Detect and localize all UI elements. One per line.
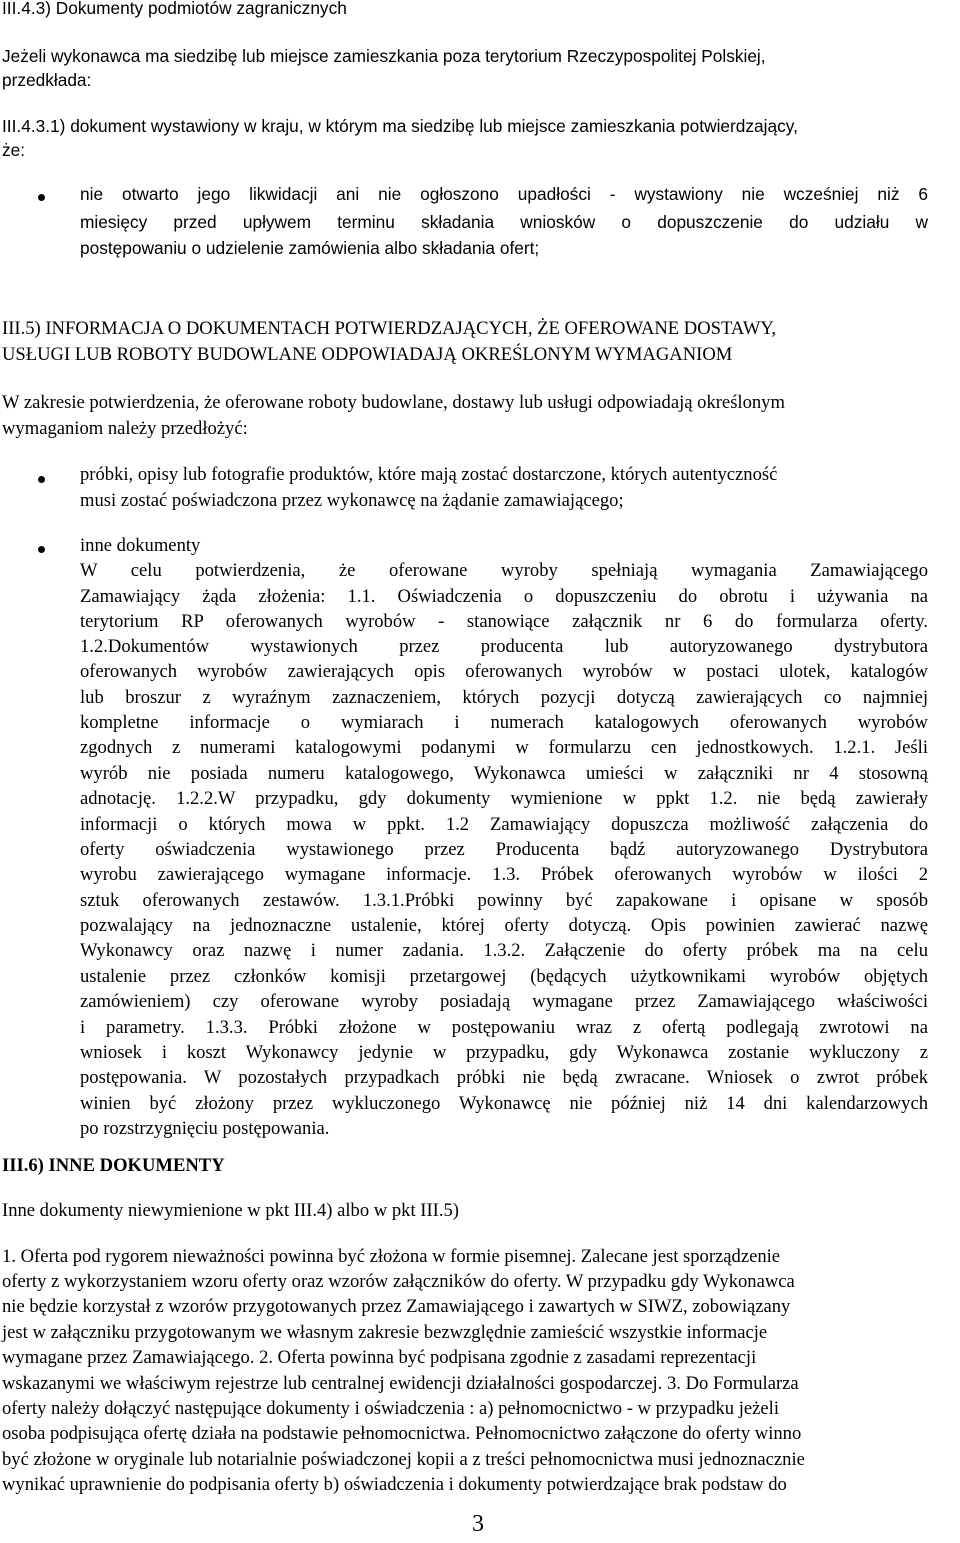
section-35-bullet2-line-24: po rozstrzygnięciu postępowania. — [80, 1118, 330, 1139]
section-35-bullet2-line-17: Wykonawcy oraz nazwę i numer zadania. 1.3.2. Załączenie do oferty próbek ma na celu — [80, 940, 928, 961]
section-35-bullet1-line-1: próbki, opisy lub fotografie produktów, które mają zostać dostarczone, których autentyczność — [80, 464, 778, 485]
section-35-bullet2-line-20: i parametry. 1.3.3. Próbki złożone w postępowaniu wraz z ofertą podlegają zwrotowi na — [80, 1017, 928, 1038]
section-36-body-line-6: wskazanymi we właściwym rejestrze lub centralnej ewidencji działalności gospodarczej. 3. Do Formularza — [2, 1373, 799, 1394]
section-35-heading-line-2: USŁUGI LUB ROBOTY BUDOWLANE ODPOWIADAJĄ OKREŚLONYM WYMAGANIOM — [2, 344, 733, 365]
page-number: 3 — [472, 1511, 484, 1537]
section-343-heading: III.4.3) Dokumenty podmiotów zagranicznych — [2, 0, 347, 18]
section-36-body-line-9: być złożone w oryginale lub notarialnie poświadczonej kopii a z treści pełnomocnictwa musi jednoznacznie — [2, 1449, 805, 1470]
section-343-bullet-line-1: nie otwarto jego likwidacji ani nie ogłoszono upadłości - wystawiony nie wcześniej niż 6 — [80, 184, 928, 204]
bullet-icon — [38, 476, 45, 483]
section-35-bullet2-line-22: postępowania. W pozostałych przypadkach próbki nie będą zwracane. Wniosek o zwrot próbek — [80, 1067, 928, 1088]
section-35-bullet2-line-8: kompletne informacje o wymiarach i numerach katalogowych oferowanych wyrobów — [80, 712, 928, 733]
section-35-bullet2-line-2: W celu potwierdzenia, że oferowane wyroby spełniają wymagania Zamawiającego — [80, 560, 928, 581]
section-36-body-line-7: oferty należy dołączyć następujące dokumenty i oświadczenia : a) pełnomocnictwo - w przypadku jeżeli — [2, 1398, 780, 1419]
section-343-intro-line-1: Jeżeli wykonawca ma siedzibę lub miejsce zamieszkania poza terytorium Rzeczypospolitej Polskiej, — [2, 46, 766, 66]
section-35-bullet2-line-10: wyrób nie posiada numeru katalogowego, Wykonawca umieści w załączniki nr 4 stosowną — [80, 763, 928, 784]
section-35-intro-line-1: W zakresie potwierdzenia, że oferowane roboty budowlane, dostawy lub usługi odpowiadają określonym — [2, 392, 785, 413]
section-35-bullet2-line-19: zamówieniem) czy oferowane wyroby posiadają wymagane przez Zamawiającego właściwości — [80, 991, 928, 1012]
section-36-heading: III.6) INNE DOKUMENTY — [2, 1155, 225, 1176]
section-35-bullet2-line-18: ustalenie przez członków komisji przetargowej (będących użytkownikami wyrobów objętych — [80, 966, 928, 987]
section-35-bullet2-line-15: sztuk oferowanych zestawów. 1.3.1.Próbki powinny być zapakowane i opisane w sposób — [80, 890, 928, 911]
section-35-bullet2-line-13: oferty oświadczenia wystawionego przez Producenta bądź autoryzowanego Dystrybutora — [80, 839, 928, 860]
section-35-bullet2-line-12: informacji o których mowa w ppkt. 1.2 Zamawiający dopuszcza możliwość załączenia do — [80, 814, 928, 835]
section-36-body-line-8: osoba podpisująca ofertę działa na podstawie pełnomocnictwa. Pełnomocnictwo załączone do oferty winno — [2, 1423, 802, 1444]
section-35-bullet2-line-6: oferowanych wyrobów zawierających opis oferowanych wyrobów w postaci ulotek, katalogów — [80, 661, 928, 682]
bullet-icon — [38, 194, 45, 201]
section-35-bullet2-line-5: 1.2.Dokumentów wystawionych przez producenta lub autoryzowanego dystrybutora — [80, 636, 928, 657]
section-36-intro: Inne dokumenty niewymienione w pkt III.4) albo w pkt III.5) — [2, 1200, 459, 1221]
section-35-bullet2-line-16: pozwalający na jednoznaczne ustalenie, której oferty dotyczą. Opis powinien zawierać nazwę — [80, 915, 928, 936]
section-343-bullet-line-2: miesięcy przed upływem terminu składania wniosków o dopuszczenie do udziału w — [80, 212, 928, 232]
section-35-bullet2-line-7: lub broszur z wyraźnym zaznaczeniem, których pozycji dotyczą zawierających co najmniej — [80, 687, 928, 708]
section-343-intro-line-2: przedkłada: — [2, 70, 92, 90]
section-343-sub-item-line-1: III.4.3.1) dokument wystawiony w kraju, w którym ma siedzibę lub miejsce zamieszkania potwierdzający, — [2, 116, 798, 136]
section-36-body-line-5: wymagane przez Zamawiającego. 2. Oferta powinna być podpisana zgodnie z zasadami reprezentacji — [2, 1347, 757, 1368]
section-36-body-line-4: jest w załączniku przygotowanym we własnym zakresie bezwzględnie zamieścić wszystkie informacje — [2, 1322, 768, 1343]
section-35-bullet2-line-3: Zamawiający żąda złożenia: 1.1. Oświadczenia o dopuszczeniu do obrotu i używania na — [80, 586, 928, 607]
section-35-heading-line-1: III.5) INFORMACJA O DOKUMENTACH POTWIERDZAJĄCYCH, ŻE OFEROWANE DOSTAWY, — [2, 318, 777, 339]
section-36-body-line-2: oferty z wykorzystaniem wzoru oferty oraz wzorów załączników do oferty. W przypadku gdy Wykonawca — [2, 1271, 795, 1292]
bullet-icon — [38, 546, 45, 553]
section-35-bullet2-line-21: wniosek i koszt Wykonawcy jedynie w przypadku, gdy Wykonawca zostanie wykluczony z — [80, 1042, 928, 1063]
section-35-bullet2-line-1: inne dokumenty — [80, 535, 201, 556]
section-343-bullet-line-3: postępowaniu o udzielenie zamówienia albo składania ofert; — [80, 238, 540, 258]
section-36-body-line-10: wynikać uprawnienie do podpisania oferty b) oświadczenia i dokumenty potwierdzające brak podstaw do — [2, 1474, 787, 1495]
section-35-bullet2-line-4: terytorium RP oferowanych wyrobów - stanowiące załącznik nr 6 do formularza oferty. — [80, 611, 928, 632]
section-35-bullet2-line-14: wyrobu zawierającego wymagane informacje. 1.3. Próbek oferowanych wyrobów w ilości 2 — [80, 864, 928, 885]
section-35-intro-line-2: wymaganiom należy przedłożyć: — [2, 418, 248, 439]
section-35-bullet2-line-9: zgodnych z numerami katalogowymi podanymi w formularzu cen jednostkowych. 1.2.1. Jeśli — [80, 737, 928, 758]
section-36-body-line-1: 1. Oferta pod rygorem nieważności powinna być złożona w formie pisemnej. Zalecane jest sporządzenie — [2, 1246, 781, 1267]
section-36-body-line-3: nie będzie korzystał z wzorów przygotowanych przez Zamawiającego i zawartych w SIWZ, zobowiązany — [2, 1296, 791, 1317]
section-35-bullet1-line-2: musi zostać poświadczona przez wykonawcę na żądanie zamawiającego; — [80, 490, 624, 511]
section-35-bullet2-line-11: adnotację. 1.2.2.W przypadku, gdy dokumenty wymienione w ppkt 1.2. nie będą zawierały — [80, 788, 928, 809]
section-343-sub-item-line-2: że: — [2, 140, 26, 160]
section-35-bullet2-line-23: winien być złożony przez wykluczonego Wykonawcę nie później niż 14 dni kalendarzowych — [80, 1093, 928, 1114]
